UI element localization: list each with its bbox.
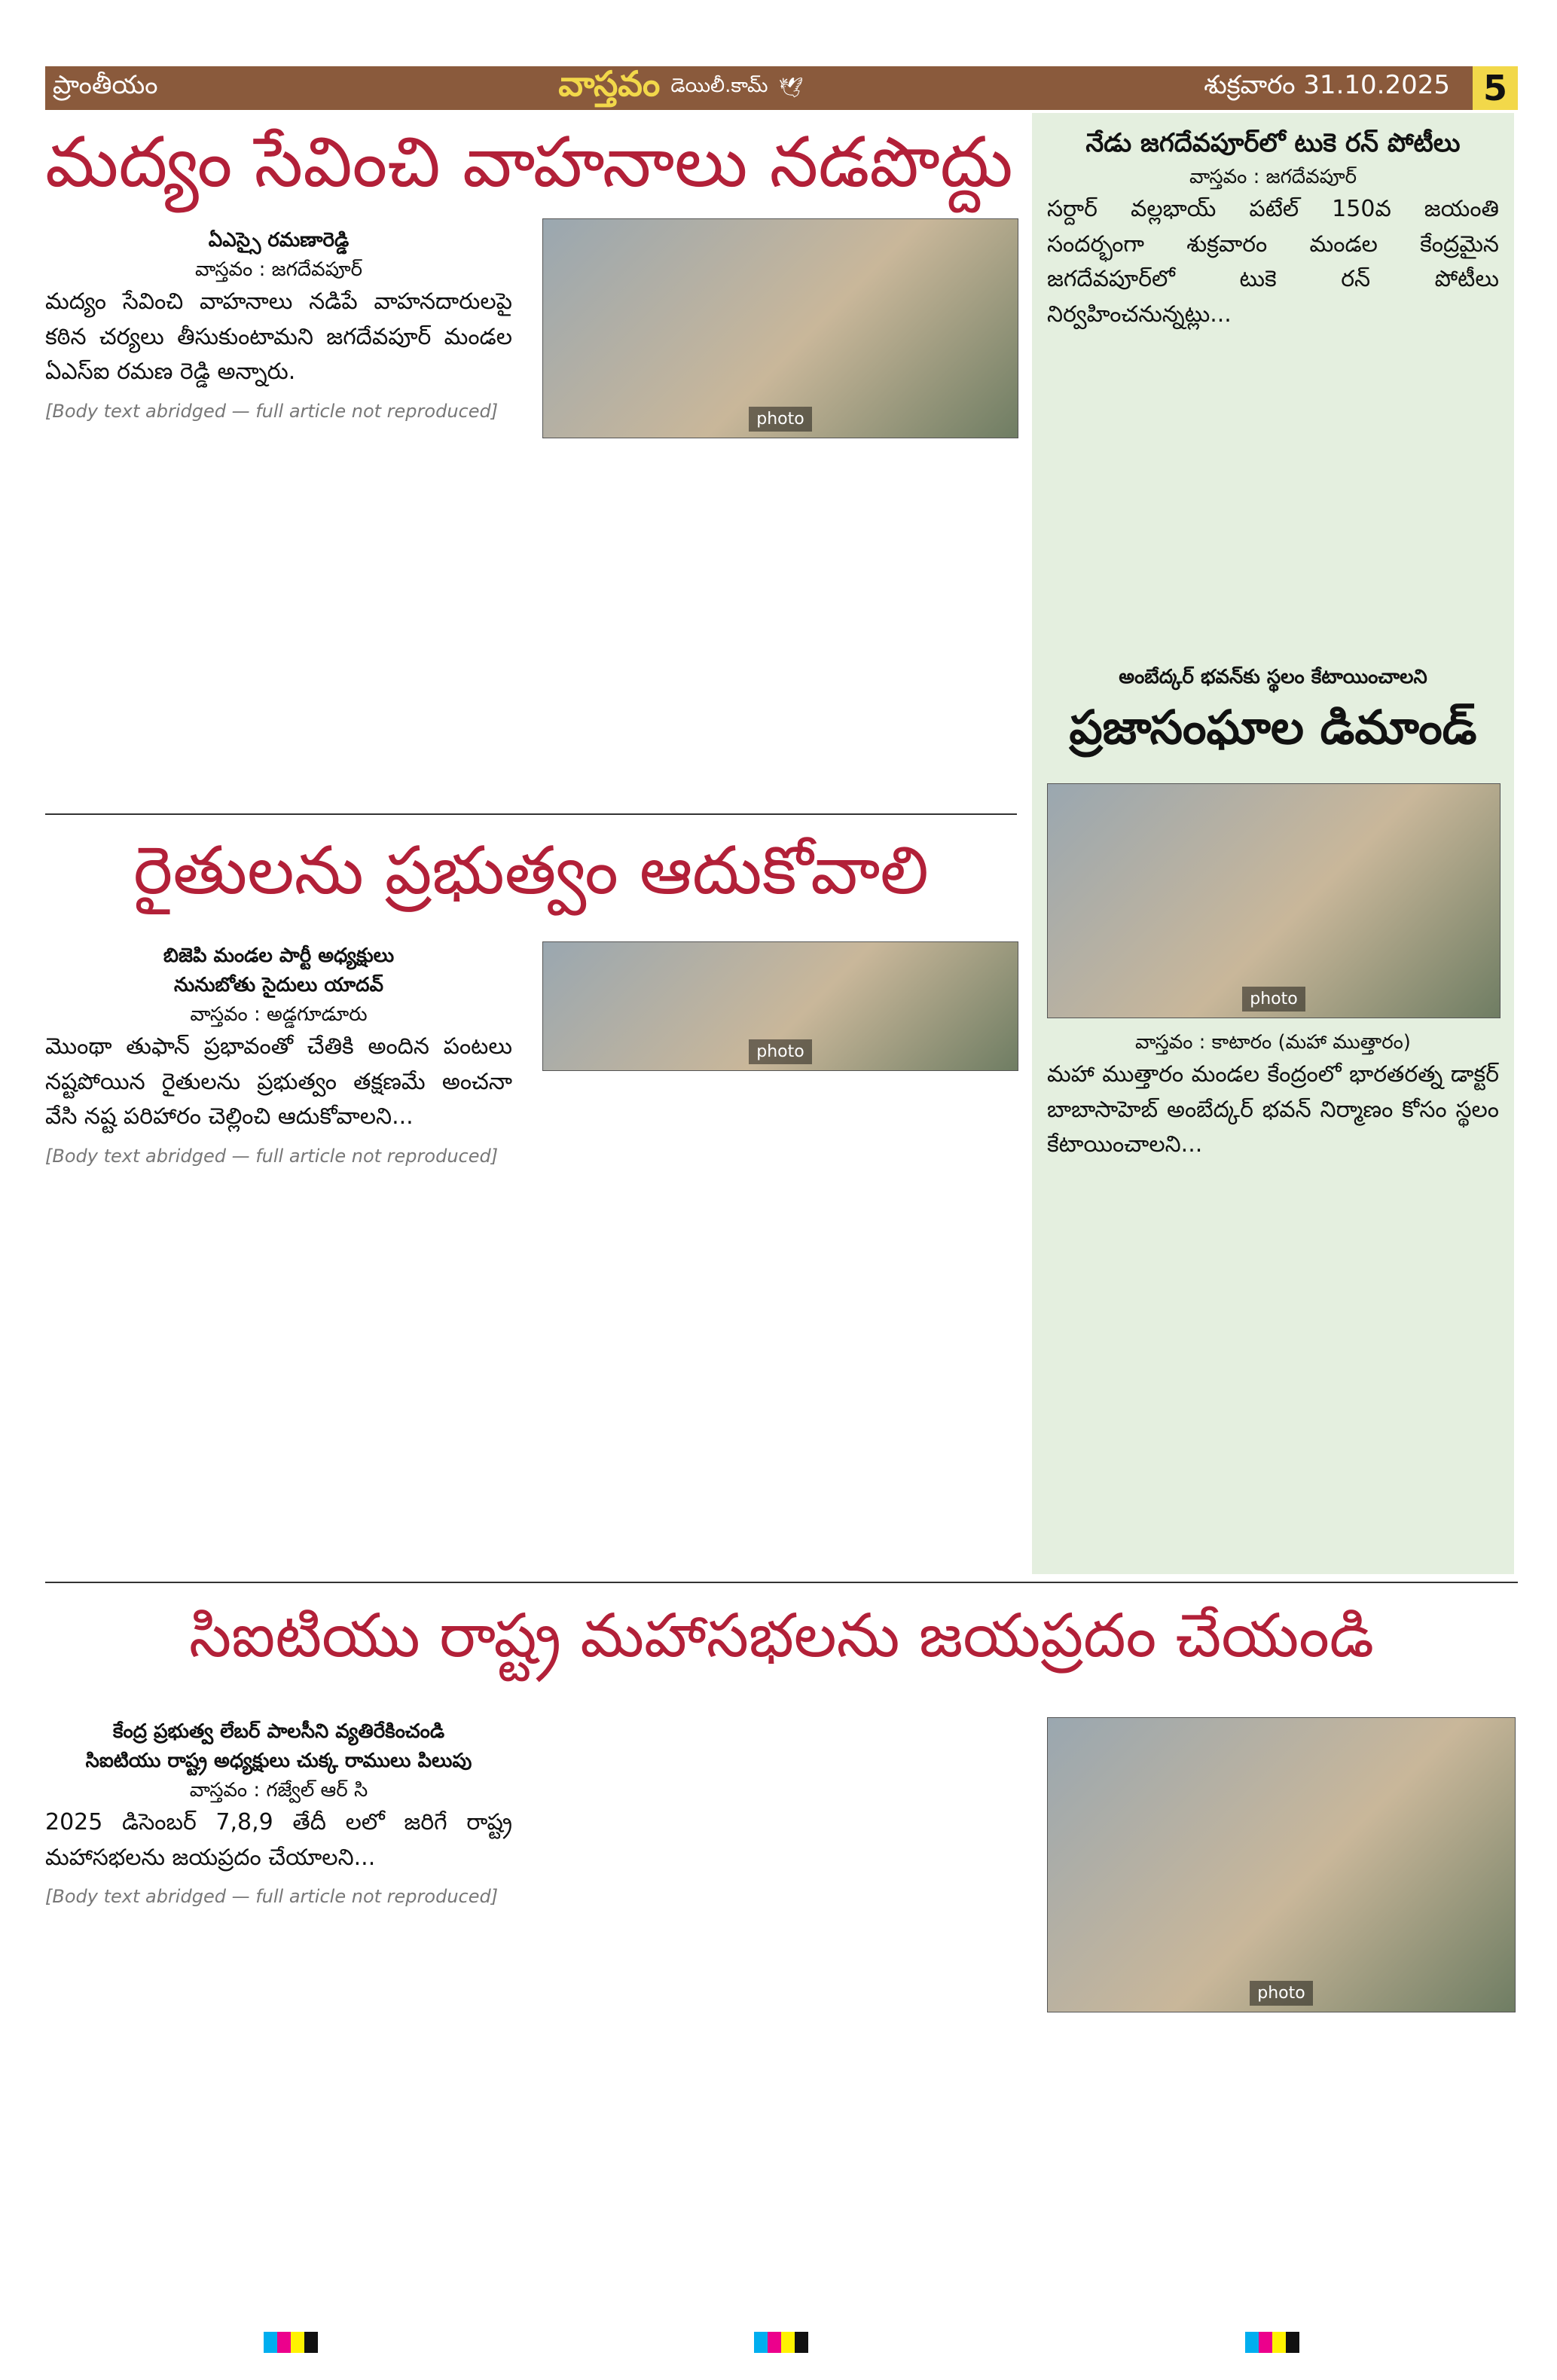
- section-label: ప్రాంతీయం: [53, 70, 158, 100]
- story3-byline1: కేంద్ర ప్రభుత్వ లేబర్ పాలసీని వ్యతిరేకించండి: [112, 1720, 445, 1743]
- masthead: [45, 63, 1518, 110]
- story3: [45, 1717, 512, 1910]
- color-bar: [264, 2332, 318, 2353]
- print-registration-marks: [45, 2327, 1518, 2357]
- story2: [45, 941, 512, 1170]
- sidebar1-headline: నేడు జగదేవపూర్‌లో టుకె రన్ పోటీలు: [1085, 128, 1461, 158]
- story3-photo: photo: [1047, 1717, 1516, 2012]
- sidebar2-kicker: అంబేద్కర్ భవన్‌కు స్థలం కేటాయించాలని: [1119, 666, 1427, 688]
- story3-dateline: వాస్తవం : గజ్వేల్ ఆర్ సి: [189, 1779, 368, 1802]
- story1-photo: photo: [542, 218, 1018, 438]
- issue-date: శుక్రవారం 31.10.2025: [1204, 70, 1450, 100]
- sidebar2-dateline: వాస్తవం : కాటారం (మహా ముత్తారం): [1135, 1031, 1411, 1054]
- story2-note: [Body text abridged — full article not reproduced]: [45, 1145, 499, 1167]
- story1-note: [Body text abridged — full article not reproduced]: [45, 400, 499, 422]
- story2-byline1: బిజెపి మండల పార్టీ అధ్యక్షులు: [163, 944, 395, 967]
- story2-byline2: నునుబోతు సైదులు యాదవ్: [174, 974, 383, 996]
- story3-note: [Body text abridged — full article not reproduced]: [45, 1886, 499, 1907]
- sidebar2-body: [1047, 1028, 1499, 1163]
- story1-dateline: వాస్తవం : జగదేవపూర్: [194, 258, 363, 281]
- story2-dateline: వాస్తవం : అడ్డగూడూరు: [190, 1003, 368, 1026]
- story2-headline: రైతులను ప్రభుత్వం ఆదుకోవాలి: [133, 831, 929, 909]
- divider: [45, 813, 1017, 815]
- color-bar: [1245, 2332, 1299, 2353]
- bird-icon: 🕊: [778, 77, 804, 99]
- sidebar1: [1047, 124, 1499, 332]
- paper-site: డెయిలీ.కామ్: [670, 75, 768, 97]
- sidebar2-headline: ప్రజాసంఘాల డిమాండ్: [1069, 700, 1477, 755]
- sidebar2: [1047, 663, 1499, 762]
- story3-byline2: సిఐటియు రాష్ట్ర అధ్యక్షులు చుక్క రాములు పిలుపు: [85, 1750, 472, 1772]
- divider: [45, 1582, 1518, 1583]
- story3-excerpt: 2025 డిసెంబర్ 7,8,9 తేదీ లలో జరిగే రాష్ట్ర మహాసభలను జయప్రదం చేయాలని...: [45, 1809, 512, 1871]
- story1-byline: ఏఎస్సై రమణారెడ్డి: [208, 229, 350, 252]
- paper-name: [558, 63, 803, 113]
- sidebar2-photo: photo: [1047, 783, 1501, 1018]
- story2-photo: photo: [542, 941, 1018, 1071]
- sidebar1-dateline: వాస్తవం : జగదేవపూర్: [1189, 166, 1357, 188]
- story2-excerpt: మొంథా తుఫాన్ ప్రభావంతో చేతికి అందిన పంటలు నష్టపోయిన రైతులను ప్రభుత్వం తక్షణమే అంచనా వేసి నష్ట పరిహారం చెల్లించి ఆదుకోవాలని...: [45, 1033, 512, 1130]
- sidebar2-excerpt: మహా ముత్తారం మండల కేంద్రంలో భారతరత్న డాక్టర్ బాబాసాహెబ్ అంబేద్కర్ భవన్ నిర్మాణం కోసం స్థలం కేటాయించాలని...: [1047, 1061, 1499, 1158]
- masthead-right: [1204, 66, 1518, 110]
- story3-headline: సిఐటియు రాష్ట్ర మహాసభలను జయప్రదం చేయండి: [189, 1600, 1374, 1671]
- story1-excerpt: మద్యం సేవించి వాహనాలు నడిపే వాహనదారులపై కఠిన చర్యలు తీసుకుంటామని జగదేవపూర్ మండల ఏఎస్ఐ రమణ రెడ్డి అన్నారు.: [45, 288, 512, 385]
- sidebar1-excerpt: సర్దార్ వల్లభాయ్ పటేల్ 150వ జయంతి సందర్భంగా శుక్రవారం మండల కేంద్రమైన జగదేవపూర్‌లో టుకె రన్ పోటీలు నిర్వహించనున్నట్లు...: [1047, 196, 1499, 328]
- page-number: 5: [1473, 66, 1518, 110]
- paper-title: వాస్తవం: [558, 63, 661, 104]
- color-bar: [754, 2332, 808, 2353]
- story1: [45, 226, 512, 425]
- story1-headline: మద్యం సేవించి వాహనాలు నడపొద్దు: [45, 122, 1013, 203]
